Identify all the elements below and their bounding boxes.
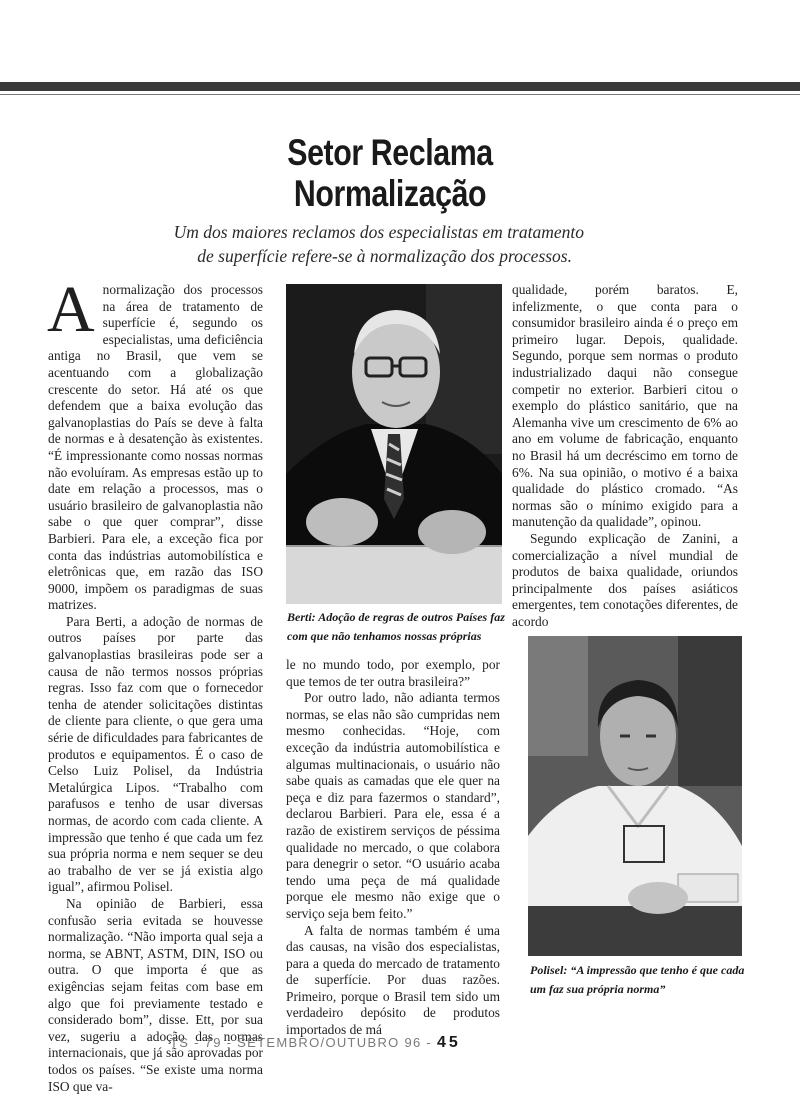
polisel-portrait-image <box>528 636 742 956</box>
paragraph: Por outro lado, não adianta termos normas, se elas não são cumpridas nem mesmo conhecidas. “Hoje, com exceção da indústria automobilística e algumas multinacionais, o usuário não sabe quais as camadas que ele quer na peça e diz para fazermos o standard”, declarou Barbieri. Para ele, essa é a razão de existirem serviços de péssima qualidade no mercado, o que colabora para denegrir o setor. “O usuário acaba tendo uma peça de má qualidade porque ele mesmo não exige que o serviço seja bem feito.” <box>286 690 500 921</box>
drop-cap: A <box>47 273 95 346</box>
subtitle <box>150 220 590 268</box>
photo-berti <box>286 284 502 604</box>
headline-line-1: Setor Reclama <box>287 132 493 173</box>
berti-portrait-image <box>286 284 502 604</box>
caption-berti: Berti: Adoção de regras de outros Países faz com que não tenhamos nossas próprias <box>287 610 505 643</box>
article-column-3 <box>512 282 738 629</box>
header-rule <box>0 82 800 91</box>
page-footer <box>170 1034 530 1052</box>
article-column-1 <box>47 273 263 1094</box>
header-rule-thin <box>0 94 800 95</box>
paragraph: A falta de normas também é uma das causas, na visão dos especialistas, para a queda do mercado de tratamento de superfície. Por duas razões. Primeiro, porque o Brasil tem sido um verdadeiro depósito de produtos importados de má <box>286 922 500 1038</box>
footer-issue-text: TS - 79 - SETEMBRO/OUTUBRO 96 - <box>170 1035 437 1050</box>
paragraph: Segundo explicação de Zanini, a comercialização a nível mundial de produtos de baixa qualidade, oriundos principalmente dos países asiáticos emergentes, tem conotações diferentes, de acordo <box>512 530 738 629</box>
article-column-2 <box>286 657 500 1038</box>
subtitle-line-2: de superfície refere-se à normalização dos processos. <box>197 246 572 266</box>
paragraph-text: normalização dos processos na área de tratamento de superfície é, segundo os especialistas, uma deficiência antiga no Brasil, que vem se acentuando com a globalização crescente do setor. Há até os que defendem que a baixa evolução das galvanoplastias do País se deve à falta de normas e à desatenção às existentes. “É impressionante como nossas normas não evoluíram. As empresas estão up to date em relação a processos, mas o usuário brasileiro de galvanoplastia não sabe o que quer comprar”, disse Barbieri. Para ele, a exceção fica por conta das indústrias automobilística e eletrônicas que, em razão das ISO 9000, impõem os paradigmas de suas matrizes. <box>48 282 263 613</box>
paragraph <box>47 273 263 614</box>
photo-polisel <box>528 636 742 956</box>
headline-line-2: Normalização <box>293 173 487 214</box>
paragraph: qualidade, porém baratos. E, infelizmente, o que conta para o consumidor brasileiro ainda é o preço em primeiro lugar. Depois, qualidade. Segundo, porque sem normas o produto industrializado daqui não consegue competir no exterior. Barbieri citou o exemplo do plástico sanitário, que na Alemanha vive um crescimento de 6% ao ano em volume de fabricação, enquanto no Brasil há um decréscimo em torno de 6%. Na sua opinião, o motivo é a baixa qualidade do plástico cromado. “As normas são o mínimo exigido para a manutenção da qualidade”, opinou. <box>512 282 738 530</box>
subtitle-line-1: Um dos maiores reclamos dos especialistas em tratamento <box>173 222 584 242</box>
paragraph: Para Berti, a adoção de normas de outros países por parte das galvanoplastias brasileiras pode ser a causa de não termos nossos próprias regras. Isso faz com que o fornecedor tenha de atender solicitações distintas de cliente para cliente, o que gera uma série de dificuldades para fabricantes de produtos e equipamentos. É o caso de Celso Luiz Polisel, da Indústria Metalúrgica Lipos. “Trabalho com parafusos e tenho de usar diversas normas, de acordo com cada cliente. A impressão que tenho é que cada um fez sua própria norma e nem sequer se deu ao trabalho de ver se já existia algo igual”, afirmou Polisel. <box>48 613 263 895</box>
headline <box>70 132 710 214</box>
paragraph: Na opinião de Barbieri, essa confusão seria evitada se houvesse normalização. “Não importa qual seja a norma, se ABNT, ASTM, DIN, ISO ou outra. O que importa é que as exigências sejam feitas com base em algo que foi previamente testado e considerado bom”, disse. Ett, por sua vez, sugeriu a adoção das normas internacionais, que já são aprovadas por todos os países. “Se existe uma norma ISO que va- <box>48 895 263 1094</box>
paragraph: le no mundo todo, por exemplo, por que temos de ter outra brasileira?” <box>286 657 500 689</box>
page-number: 45 <box>436 1034 461 1051</box>
caption-polisel: Polisel: “A impressão que tenho é que cada um faz sua própria norma” <box>530 963 745 996</box>
